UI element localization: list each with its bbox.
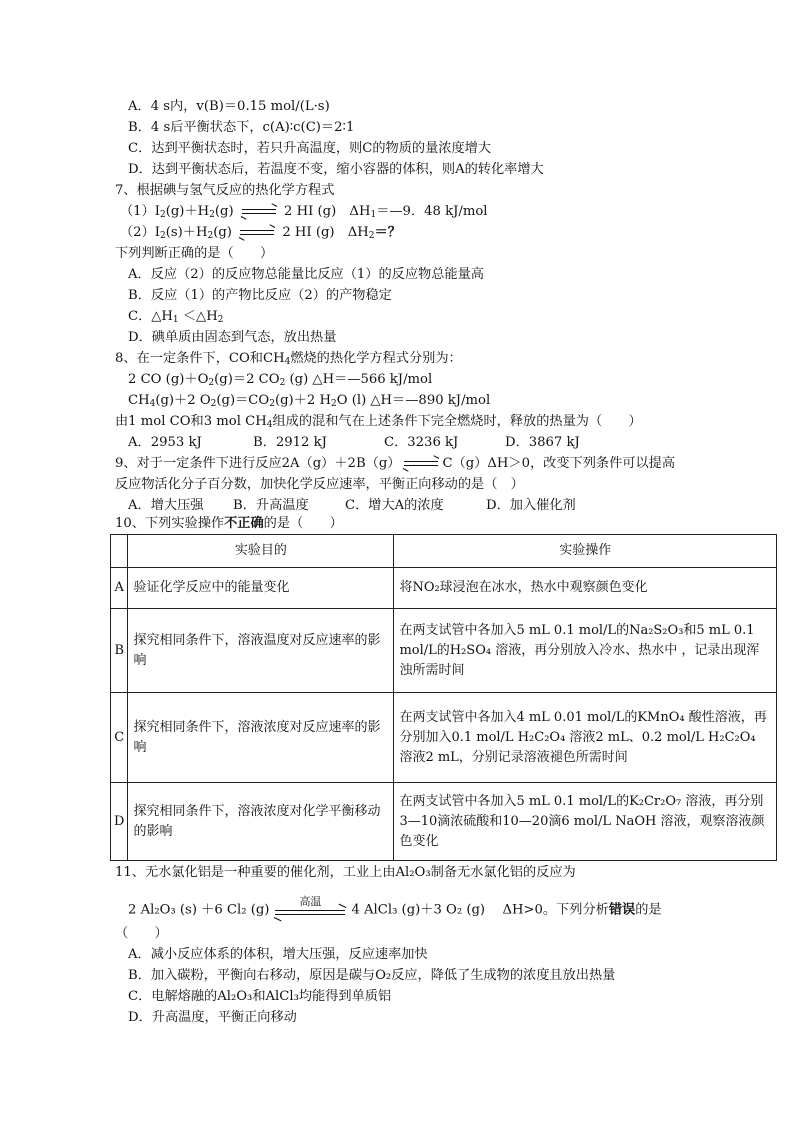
q8-equation-2: $CH_4(g)+2$ $O_2(g)=CO_2(g)+2$ $H_2O$ (l) △H＝—890 kJ/mol <box>128 393 491 409</box>
q7-prompt: 下列判断正确的是（ ） <box>115 246 274 261</box>
table-row <box>111 568 777 609</box>
row-key: A <box>111 568 128 609</box>
q7-option-b: B．反应（1）的产物比反应（2）的产物稳定 <box>128 288 392 303</box>
table-row <box>111 693 777 783</box>
equilibrium-arrow-icon <box>240 228 274 238</box>
q6-option-a: A．4 s内，v(B)＝0.15 mol/(L·s) <box>128 99 330 114</box>
q7-option-d: D．碘单质由固态到气态，放出热量 <box>128 330 337 345</box>
q9-option-b: B．升高温度 <box>233 498 309 513</box>
table-header-row <box>111 535 777 568</box>
q8-options <box>128 433 580 453</box>
header-goal: 实验目的 <box>128 535 394 568</box>
q8-option-d: D．3867 kJ <box>505 435 580 450</box>
q6-option-d: D．达到平衡状态后，若温度不变，缩小容器的体积，则A的转化率增大 <box>128 162 544 177</box>
row-goal: 探究相同条件下，溶液温度对反应速率的影响 <box>128 609 394 693</box>
q9-stem-line-1: 9、对于一定条件下进行反应2A（g）＋2B（g） C（g）ΔH＞0，改变下列条件可以提高 <box>115 456 676 471</box>
q11-option-b: B．加入碳粉，平衡向右移动，原因是碳与O₂反应，降低了生成物的浓度且放出热量 <box>128 968 616 983</box>
q9-options <box>128 496 576 516</box>
q9-option-c: C．增大A的浓度 <box>345 498 444 513</box>
q6-option-b: B．4 s后平衡状态下，c(A)∶c(C)＝2∶1 <box>128 120 355 135</box>
row-goal: 探究相同条件下，溶液浓度对反应速率的影响 <box>128 693 394 783</box>
q11-stem: 11、无水氯化铝是一种重要的催化剂，工业上由Al₂O₃制备无水氯化铝的反应为 <box>115 865 576 880</box>
row-operation: 在两支试管中各加入5 mL 0.1 mol/L的Na₂S₂O₃和5 mL 0.1 mol/L的H₂SO₄ 溶液，再分别放入冷水、热水中 ，记录出现浑浊所需时间 <box>394 609 777 693</box>
q11-equation: 2 Al₂O₃ (s) ＋6 Cl₂ (g) 高温 4 AlCl₃ (g)＋3 O₂ (g) ΔH>0。下列分析错误的是 <box>128 898 662 922</box>
q11-option-c: C．电解熔融的Al₂O₃和AlCl₃均能得到单质铝 <box>128 989 392 1004</box>
q8-stem: 8、在一定条件下，CO和$CH_4$燃烧的热化学方程式分别为： <box>115 351 462 367</box>
q9-option-d: D．加入催化剂 <box>486 498 576 513</box>
q7-equation-2: $(2)I_2(s)+H_2(g)$ 2 HI (g) $\Delta H_2=$？ <box>120 225 401 241</box>
table-row <box>111 783 777 861</box>
row-key: C <box>111 693 128 783</box>
q10-stem: 10、下列实验操作不正确的是（ ） <box>115 516 343 531</box>
high-temp-equilibrium-arrow-icon: 高温 <box>275 898 345 922</box>
q7-option-a: A．反应（2）的反应物总能量比反应（1）的反应物总能量高 <box>128 267 484 282</box>
experiment-table <box>110 534 777 861</box>
row-goal: 探究相同条件下，溶液浓度对化学平衡移动的影响 <box>128 783 394 861</box>
q8-prompt: 由1 mol CO和3 mol $CH_4$组成的混和气在上述条件下完全燃烧时，释放的热量为（ ） <box>115 414 642 430</box>
q7-stem: 7、根据碘与氢气反应的热化学方程式 <box>115 183 335 198</box>
q8-option-b: B．2912 kJ <box>253 435 327 450</box>
q8-option-a: A．2953 kJ <box>128 435 202 450</box>
q11-answer-paren: （ ） <box>115 926 168 941</box>
row-operation: 在两支试管中各加入4 mL 0.01 mol/L的KMnO₄ 酸性溶液，再分别加入0.1 mol/L H₂C₂O₄ 溶液2 mL、0.2 mol/L H₂C₂O₄ 溶液2 mL，分别记录溶液褪色所需时间 <box>394 693 777 783</box>
q9-option-a: A．增大压强 <box>128 498 204 513</box>
q11-option-d: D．升高温度，平衡正向移动 <box>128 1010 297 1025</box>
row-goal: 验证化学反应中的能量变化 <box>128 568 394 609</box>
q7-option-c: C．$\triangle H_1$ $<\triangle H_2$ <box>128 309 224 325</box>
equilibrium-arrow-icon <box>242 207 276 217</box>
row-operation: 在两支试管中各加入5 mL 0.1 mol/L的K₂Cr₂O₇ 溶液，再分别3—10滴浓硫酸和10—20滴6 mol/L NaOH 溶液，观察溶液颜色变化 <box>394 783 777 861</box>
q9-stem-line-2: 反应物活化分子百分数，加快化学反应速率，平衡正向移动的是（ ） <box>115 477 524 492</box>
row-key: B <box>111 609 128 693</box>
q8-equation-1: 2 CO $(g)+O_2(g)=2$ $CO_2$ (g) △H＝—566 kJ/mol <box>128 372 433 388</box>
equilibrium-arrow-icon <box>404 459 438 469</box>
q8-option-c: C．3236 kJ <box>384 435 459 450</box>
table-row <box>111 609 777 693</box>
q7-equation-1: $(1)I_2(g)+H_2(g)$ 2 HI (g) $\Delta H_1=—9$．48 kJ/mol <box>120 204 488 220</box>
q11-option-a: A．减小反应体系的体积，增大压强，反应速率加快 <box>128 947 428 962</box>
header-blank-cell <box>111 535 128 568</box>
q6-option-c: C．达到平衡状态时，若只升高温度，则C的物质的量浓度增大 <box>128 141 492 156</box>
header-operation: 实验操作 <box>394 535 777 568</box>
row-operation: 将NO₂球浸泡在冰水，热水中观察颜色变化 <box>394 568 777 609</box>
row-key: D <box>111 783 128 861</box>
